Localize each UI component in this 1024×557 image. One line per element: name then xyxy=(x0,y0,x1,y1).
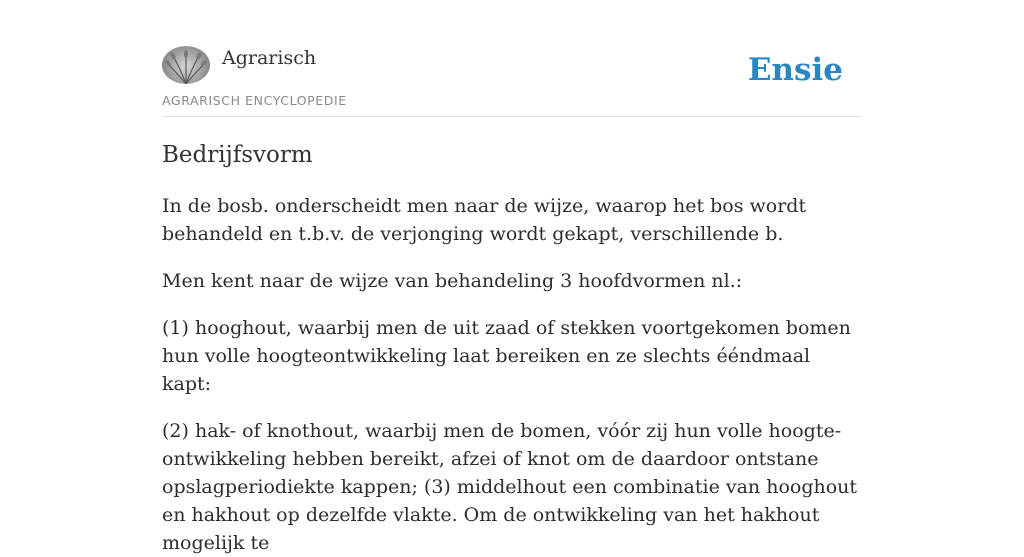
article-paragraph: Men kent naar de wijze van behandeling 3 hoofdvormen nl.: xyxy=(162,270,743,292)
brand-logo[interactable]: Ensie xyxy=(747,52,843,88)
article-body xyxy=(162,192,862,557)
article-title: Bedrijfsvorm xyxy=(162,142,313,168)
source-subtitle: AGRARISCH ENCYCLOPEDIE xyxy=(162,93,347,108)
article-paragraph: In de bosb. onderscheidt men naar de wijze, waarop het bos wordt behandeld en t.b.v. de verjonging wordt gekapt, verschillende b. xyxy=(162,195,807,245)
site-header xyxy=(162,46,862,117)
article-paragraph: (2) hak- of knothout, waarbij men de bomen, vóór zij hun volle hoogte-ontwikkeling hebben bereikt, afzei of knot om de daardoor ontstane opslagperiodiekte kappen; (3) middelhout een combinatie van hooghout en hakhout op dezelfde vlakte. Om de ontwikkeling van het hakhout mogelijk te xyxy=(162,420,858,554)
wheat-logo-icon[interactable] xyxy=(162,46,210,84)
article-paragraph: (1) hooghout, waarbij men de uit zaad of stekken voortgekomen bomen hun volle hoogteontwikkeling laat bereiken en ze slechts ééndmaal kapt: xyxy=(162,317,851,395)
source-name[interactable]: Agrarisch xyxy=(222,47,317,69)
